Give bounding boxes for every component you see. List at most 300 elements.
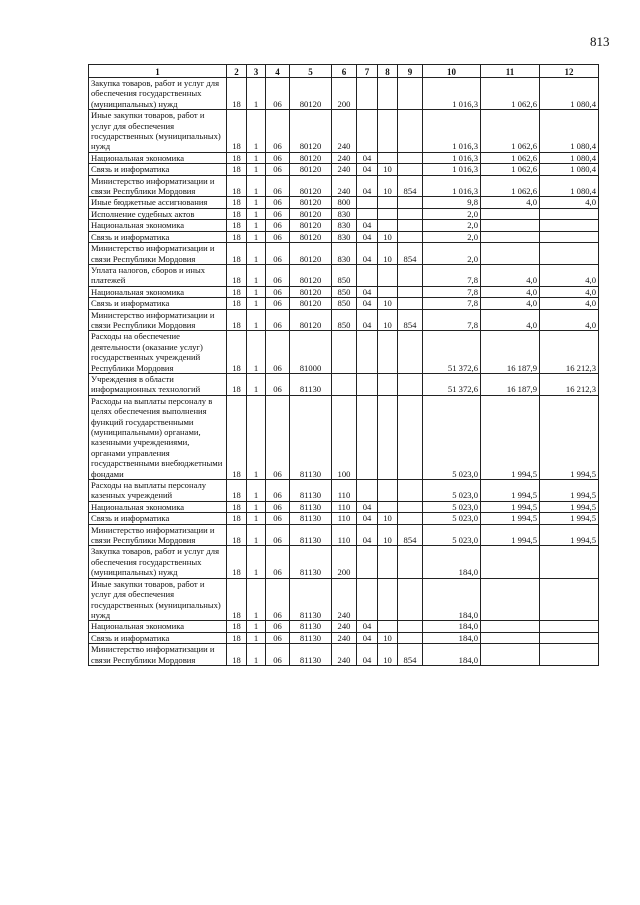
row-label: Иные закупки товаров, работ и услуг для обеспечения государственных (муниципальных) нужд bbox=[89, 110, 227, 153]
amount-cell: 4,0 bbox=[481, 197, 540, 208]
code-cell bbox=[398, 231, 423, 242]
code-cell bbox=[378, 197, 398, 208]
amount-cell: 1 080,4 bbox=[540, 110, 599, 153]
code-cell: 06 bbox=[266, 373, 290, 395]
row-label: Уплата налогов, сборов и иных платежей bbox=[89, 264, 227, 286]
code-cell: 06 bbox=[266, 501, 290, 512]
code-cell bbox=[398, 164, 423, 175]
row-label: Расходы на обеспечение деятельности (оказание услуг) государственных учреждений Республики Мордовия bbox=[89, 331, 227, 374]
code-cell: 854 bbox=[398, 175, 423, 197]
code-cell: 06 bbox=[266, 644, 290, 666]
row-label: Закупка товаров, работ и услуг для обеспечения государственных (муниципальных) нужд bbox=[89, 78, 227, 110]
amount-cell bbox=[540, 632, 599, 643]
amount-cell: 1 062,6 bbox=[481, 110, 540, 153]
amount-cell: 5 023,0 bbox=[423, 395, 481, 479]
amount-cell: 1 062,6 bbox=[481, 78, 540, 110]
amount-cell: 4,0 bbox=[540, 309, 599, 331]
code-cell: 06 bbox=[266, 309, 290, 331]
amount-cell: 1 994,5 bbox=[481, 501, 540, 512]
row-label: Связь и информатика bbox=[89, 298, 227, 309]
code-cell: 240 bbox=[332, 175, 357, 197]
code-cell: 1 bbox=[247, 395, 266, 479]
code-cell: 830 bbox=[332, 243, 357, 265]
code-cell: 18 bbox=[227, 78, 247, 110]
code-cell: 1 bbox=[247, 644, 266, 666]
amount-cell bbox=[481, 208, 540, 219]
code-cell bbox=[378, 331, 398, 374]
code-cell: 04 bbox=[357, 524, 378, 546]
code-cell: 06 bbox=[266, 331, 290, 374]
row-label: Связь и информатика bbox=[89, 164, 227, 175]
amount-cell: 2,0 bbox=[423, 220, 481, 231]
code-cell: 18 bbox=[227, 220, 247, 231]
row-label: Национальная экономика bbox=[89, 152, 227, 163]
code-cell: 18 bbox=[227, 395, 247, 479]
row-label: Учреждения в области информационных технологий bbox=[89, 373, 227, 395]
row-label: Связь и информатика bbox=[89, 513, 227, 524]
column-header: 5 bbox=[290, 65, 332, 78]
amount-cell: 1 994,5 bbox=[540, 513, 599, 524]
code-cell: 80120 bbox=[290, 197, 332, 208]
row-label: Закупка товаров, работ и услуг для обеспечения государственных (муниципальных) нужд bbox=[89, 546, 227, 578]
amount-cell: 1 016,3 bbox=[423, 152, 481, 163]
code-cell: 18 bbox=[227, 546, 247, 578]
code-cell: 80120 bbox=[290, 208, 332, 219]
code-cell: 830 bbox=[332, 208, 357, 219]
budget-table bbox=[88, 64, 599, 666]
code-cell: 81130 bbox=[290, 644, 332, 666]
table-row bbox=[89, 621, 599, 632]
code-cell: 80120 bbox=[290, 264, 332, 286]
amount-cell: 184,0 bbox=[423, 632, 481, 643]
amount-cell bbox=[540, 644, 599, 666]
amount-cell bbox=[540, 231, 599, 242]
code-cell: 10 bbox=[378, 298, 398, 309]
table-row bbox=[89, 110, 599, 153]
table-row bbox=[89, 331, 599, 374]
code-cell: 06 bbox=[266, 110, 290, 153]
code-cell: 18 bbox=[227, 524, 247, 546]
code-cell: 850 bbox=[332, 298, 357, 309]
code-cell: 1 bbox=[247, 632, 266, 643]
amount-cell: 5 023,0 bbox=[423, 524, 481, 546]
amount-cell: 1 080,4 bbox=[540, 152, 599, 163]
code-cell: 18 bbox=[227, 298, 247, 309]
amount-cell: 4,0 bbox=[540, 197, 599, 208]
code-cell: 04 bbox=[357, 152, 378, 163]
row-label: Национальная экономика bbox=[89, 286, 227, 297]
code-cell: 18 bbox=[227, 264, 247, 286]
code-cell bbox=[398, 110, 423, 153]
code-cell: 18 bbox=[227, 243, 247, 265]
code-cell: 850 bbox=[332, 264, 357, 286]
code-cell: 110 bbox=[332, 480, 357, 502]
code-cell: 81130 bbox=[290, 395, 332, 479]
code-cell bbox=[398, 208, 423, 219]
code-cell: 06 bbox=[266, 298, 290, 309]
code-cell: 18 bbox=[227, 513, 247, 524]
row-label: Министерство информатизации и связи Республики Мордовия bbox=[89, 175, 227, 197]
code-cell bbox=[357, 480, 378, 502]
row-label: Иные закупки товаров, работ и услуг для обеспечения государственных (муниципальных) нужд bbox=[89, 578, 227, 621]
header-row bbox=[89, 65, 599, 78]
amount-cell: 7,8 bbox=[423, 309, 481, 331]
amount-cell: 9,8 bbox=[423, 197, 481, 208]
code-cell bbox=[378, 110, 398, 153]
code-cell: 1 bbox=[247, 298, 266, 309]
amount-cell bbox=[540, 208, 599, 219]
code-cell: 06 bbox=[266, 621, 290, 632]
code-cell: 06 bbox=[266, 231, 290, 242]
column-header: 8 bbox=[378, 65, 398, 78]
amount-cell: 1 994,5 bbox=[540, 524, 599, 546]
amount-cell: 5 023,0 bbox=[423, 513, 481, 524]
amount-cell: 1 016,3 bbox=[423, 78, 481, 110]
table-row bbox=[89, 395, 599, 479]
code-cell bbox=[357, 197, 378, 208]
code-cell bbox=[357, 208, 378, 219]
code-cell: 81130 bbox=[290, 501, 332, 512]
code-cell: 04 bbox=[357, 632, 378, 643]
code-cell: 04 bbox=[357, 243, 378, 265]
row-label: Министерство информатизации и связи Республики Мордовия bbox=[89, 243, 227, 265]
code-cell: 04 bbox=[357, 644, 378, 666]
table-row bbox=[89, 578, 599, 621]
code-cell: 04 bbox=[357, 220, 378, 231]
code-cell bbox=[378, 480, 398, 502]
code-cell: 06 bbox=[266, 513, 290, 524]
code-cell: 80120 bbox=[290, 298, 332, 309]
code-cell: 81130 bbox=[290, 546, 332, 578]
column-header: 7 bbox=[357, 65, 378, 78]
code-cell bbox=[357, 110, 378, 153]
code-cell: 06 bbox=[266, 578, 290, 621]
table-row bbox=[89, 298, 599, 309]
code-cell: 18 bbox=[227, 373, 247, 395]
amount-cell: 1 994,5 bbox=[481, 480, 540, 502]
table-row bbox=[89, 231, 599, 242]
row-label: Министерство информатизации и связи Республики Мордовия bbox=[89, 644, 227, 666]
amount-cell: 1 016,3 bbox=[423, 175, 481, 197]
code-cell: 1 bbox=[247, 480, 266, 502]
code-cell: 18 bbox=[227, 644, 247, 666]
code-cell bbox=[398, 298, 423, 309]
amount-cell: 4,0 bbox=[540, 286, 599, 297]
code-cell: 18 bbox=[227, 309, 247, 331]
row-label: Национальная экономика bbox=[89, 220, 227, 231]
amount-cell bbox=[481, 231, 540, 242]
table-row bbox=[89, 513, 599, 524]
code-cell bbox=[398, 480, 423, 502]
code-cell: 18 bbox=[227, 110, 247, 153]
code-cell: 200 bbox=[332, 78, 357, 110]
code-cell: 80120 bbox=[290, 220, 332, 231]
row-label: Национальная экономика bbox=[89, 501, 227, 512]
code-cell: 1 bbox=[247, 513, 266, 524]
amount-cell: 5 023,0 bbox=[423, 501, 481, 512]
code-cell: 850 bbox=[332, 286, 357, 297]
code-cell: 81130 bbox=[290, 621, 332, 632]
code-cell: 80120 bbox=[290, 243, 332, 265]
code-cell: 81130 bbox=[290, 373, 332, 395]
column-header: 3 bbox=[247, 65, 266, 78]
code-cell: 1 bbox=[247, 220, 266, 231]
table-row bbox=[89, 164, 599, 175]
code-cell: 850 bbox=[332, 309, 357, 331]
page-number: 813 bbox=[590, 34, 610, 49]
table-row bbox=[89, 373, 599, 395]
code-cell: 80120 bbox=[290, 110, 332, 153]
code-cell: 1 bbox=[247, 208, 266, 219]
code-cell: 06 bbox=[266, 78, 290, 110]
column-header: 10 bbox=[423, 65, 481, 78]
code-cell bbox=[378, 208, 398, 219]
table-row bbox=[89, 309, 599, 331]
code-cell bbox=[378, 78, 398, 110]
code-cell bbox=[378, 152, 398, 163]
code-cell bbox=[332, 373, 357, 395]
amount-cell bbox=[481, 578, 540, 621]
amount-cell bbox=[481, 632, 540, 643]
code-cell bbox=[378, 286, 398, 297]
amount-cell: 1 994,5 bbox=[481, 524, 540, 546]
code-cell bbox=[357, 395, 378, 479]
code-cell bbox=[378, 220, 398, 231]
row-label: Иные бюджетные ассигнования bbox=[89, 197, 227, 208]
code-cell bbox=[378, 578, 398, 621]
code-cell: 04 bbox=[357, 231, 378, 242]
code-cell: 18 bbox=[227, 578, 247, 621]
code-cell bbox=[398, 264, 423, 286]
code-cell: 240 bbox=[332, 578, 357, 621]
code-cell bbox=[378, 395, 398, 479]
code-cell: 10 bbox=[378, 513, 398, 524]
code-cell: 10 bbox=[378, 524, 398, 546]
code-cell: 06 bbox=[266, 152, 290, 163]
amount-cell: 184,0 bbox=[423, 578, 481, 621]
amount-cell bbox=[540, 621, 599, 632]
amount-cell: 4,0 bbox=[481, 298, 540, 309]
amount-cell: 7,8 bbox=[423, 264, 481, 286]
code-cell: 04 bbox=[357, 286, 378, 297]
code-cell: 10 bbox=[378, 243, 398, 265]
amount-cell: 1 080,4 bbox=[540, 175, 599, 197]
code-cell bbox=[398, 621, 423, 632]
code-cell: 200 bbox=[332, 546, 357, 578]
amount-cell: 4,0 bbox=[481, 264, 540, 286]
code-cell: 80120 bbox=[290, 231, 332, 242]
table-row bbox=[89, 546, 599, 578]
code-cell bbox=[357, 78, 378, 110]
code-cell: 06 bbox=[266, 286, 290, 297]
amount-cell: 5 023,0 bbox=[423, 480, 481, 502]
code-cell: 80120 bbox=[290, 152, 332, 163]
amount-cell: 16 187,9 bbox=[481, 331, 540, 374]
code-cell: 110 bbox=[332, 524, 357, 546]
code-cell: 06 bbox=[266, 175, 290, 197]
code-cell: 1 bbox=[247, 373, 266, 395]
code-cell: 1 bbox=[247, 175, 266, 197]
code-cell: 18 bbox=[227, 331, 247, 374]
code-cell: 18 bbox=[227, 175, 247, 197]
column-header: 2 bbox=[227, 65, 247, 78]
code-cell bbox=[378, 546, 398, 578]
code-cell bbox=[398, 152, 423, 163]
code-cell: 854 bbox=[398, 243, 423, 265]
code-cell bbox=[378, 501, 398, 512]
code-cell: 240 bbox=[332, 164, 357, 175]
amount-cell: 184,0 bbox=[423, 644, 481, 666]
code-cell: 110 bbox=[332, 501, 357, 512]
code-cell: 1 bbox=[247, 152, 266, 163]
amount-cell: 1 994,5 bbox=[481, 395, 540, 479]
row-label: Национальная экономика bbox=[89, 621, 227, 632]
code-cell: 240 bbox=[332, 632, 357, 643]
amount-cell bbox=[540, 243, 599, 265]
code-cell: 10 bbox=[378, 309, 398, 331]
amount-cell: 2,0 bbox=[423, 208, 481, 219]
code-cell: 1 bbox=[247, 578, 266, 621]
code-cell bbox=[332, 331, 357, 374]
code-cell: 04 bbox=[357, 513, 378, 524]
column-header: 12 bbox=[540, 65, 599, 78]
code-cell: 06 bbox=[266, 243, 290, 265]
code-cell: 18 bbox=[227, 501, 247, 512]
code-cell: 04 bbox=[357, 164, 378, 175]
amount-cell: 1 994,5 bbox=[540, 501, 599, 512]
code-cell: 10 bbox=[378, 644, 398, 666]
code-cell: 04 bbox=[357, 309, 378, 331]
code-cell bbox=[378, 621, 398, 632]
code-cell bbox=[378, 373, 398, 395]
code-cell: 240 bbox=[332, 644, 357, 666]
amount-cell bbox=[540, 220, 599, 231]
code-cell bbox=[398, 331, 423, 374]
row-label: Расходы на выплаты персоналу в целях обеспечения выполнения функций государственными (муниципальными) органами, казенными учреждениями, органами управления государственными внебюджетными фондами bbox=[89, 395, 227, 479]
table-body bbox=[89, 78, 599, 666]
code-cell: 10 bbox=[378, 231, 398, 242]
code-cell bbox=[378, 264, 398, 286]
code-cell: 81000 bbox=[290, 331, 332, 374]
code-cell: 10 bbox=[378, 164, 398, 175]
code-cell: 10 bbox=[378, 632, 398, 643]
column-header: 6 bbox=[332, 65, 357, 78]
code-cell: 80120 bbox=[290, 286, 332, 297]
amount-cell: 2,0 bbox=[423, 231, 481, 242]
amount-cell: 16 212,3 bbox=[540, 373, 599, 395]
code-cell: 04 bbox=[357, 621, 378, 632]
code-cell: 240 bbox=[332, 110, 357, 153]
code-cell bbox=[398, 373, 423, 395]
code-cell bbox=[357, 373, 378, 395]
amount-cell: 1 062,6 bbox=[481, 152, 540, 163]
code-cell: 06 bbox=[266, 395, 290, 479]
amount-cell bbox=[481, 220, 540, 231]
amount-cell: 2,0 bbox=[423, 243, 481, 265]
amount-cell: 4,0 bbox=[481, 309, 540, 331]
code-cell: 18 bbox=[227, 164, 247, 175]
code-cell: 81130 bbox=[290, 524, 332, 546]
amount-cell: 1 080,4 bbox=[540, 78, 599, 110]
code-cell: 100 bbox=[332, 395, 357, 479]
amount-cell: 51 372,6 bbox=[423, 331, 481, 374]
amount-cell bbox=[540, 578, 599, 621]
code-cell bbox=[398, 546, 423, 578]
table-row bbox=[89, 644, 599, 666]
code-cell: 06 bbox=[266, 164, 290, 175]
row-label: Связь и информатика bbox=[89, 231, 227, 242]
code-cell: 240 bbox=[332, 621, 357, 632]
code-cell bbox=[398, 78, 423, 110]
amount-cell: 1 080,4 bbox=[540, 164, 599, 175]
code-cell: 854 bbox=[398, 644, 423, 666]
code-cell bbox=[398, 578, 423, 621]
code-cell: 80120 bbox=[290, 175, 332, 197]
column-header: 9 bbox=[398, 65, 423, 78]
amount-cell: 4,0 bbox=[540, 264, 599, 286]
row-label: Связь и информатика bbox=[89, 632, 227, 643]
code-cell: 1 bbox=[247, 309, 266, 331]
code-cell: 18 bbox=[227, 152, 247, 163]
code-cell: 1 bbox=[247, 231, 266, 242]
table-row bbox=[89, 243, 599, 265]
code-cell: 1 bbox=[247, 501, 266, 512]
code-cell bbox=[357, 546, 378, 578]
row-label: Расходы на выплаты персоналу казенных учреждений bbox=[89, 480, 227, 502]
amount-cell: 1 994,5 bbox=[481, 513, 540, 524]
code-cell bbox=[398, 632, 423, 643]
column-header: 1 bbox=[89, 65, 227, 78]
code-cell: 06 bbox=[266, 208, 290, 219]
code-cell: 1 bbox=[247, 621, 266, 632]
table-row bbox=[89, 208, 599, 219]
table-row bbox=[89, 264, 599, 286]
code-cell: 240 bbox=[332, 152, 357, 163]
code-cell: 04 bbox=[357, 298, 378, 309]
table-row bbox=[89, 220, 599, 231]
amount-cell: 1 994,5 bbox=[540, 395, 599, 479]
code-cell bbox=[398, 197, 423, 208]
code-cell: 04 bbox=[357, 175, 378, 197]
code-cell: 1 bbox=[247, 331, 266, 374]
code-cell bbox=[398, 286, 423, 297]
amount-cell: 4,0 bbox=[481, 286, 540, 297]
amount-cell bbox=[481, 644, 540, 666]
code-cell: 81130 bbox=[290, 578, 332, 621]
column-header: 11 bbox=[481, 65, 540, 78]
amount-cell: 184,0 bbox=[423, 621, 481, 632]
row-label: Министерство информатизации и связи Республики Мордовия bbox=[89, 524, 227, 546]
code-cell: 18 bbox=[227, 480, 247, 502]
amount-cell: 51 372,6 bbox=[423, 373, 481, 395]
code-cell bbox=[398, 395, 423, 479]
code-cell bbox=[398, 501, 423, 512]
code-cell: 1 bbox=[247, 524, 266, 546]
amount-cell: 1 994,5 bbox=[540, 480, 599, 502]
code-cell: 10 bbox=[378, 175, 398, 197]
code-cell: 06 bbox=[266, 264, 290, 286]
row-label: Исполнение судебных актов bbox=[89, 208, 227, 219]
amount-cell: 1 016,3 bbox=[423, 110, 481, 153]
amount-cell: 184,0 bbox=[423, 546, 481, 578]
code-cell: 1 bbox=[247, 286, 266, 297]
amount-cell: 7,8 bbox=[423, 298, 481, 309]
row-label: Министерство информатизации и связи Республики Мордовия bbox=[89, 309, 227, 331]
code-cell: 18 bbox=[227, 197, 247, 208]
amount-cell: 1 062,6 bbox=[481, 164, 540, 175]
code-cell bbox=[357, 578, 378, 621]
table-row bbox=[89, 286, 599, 297]
